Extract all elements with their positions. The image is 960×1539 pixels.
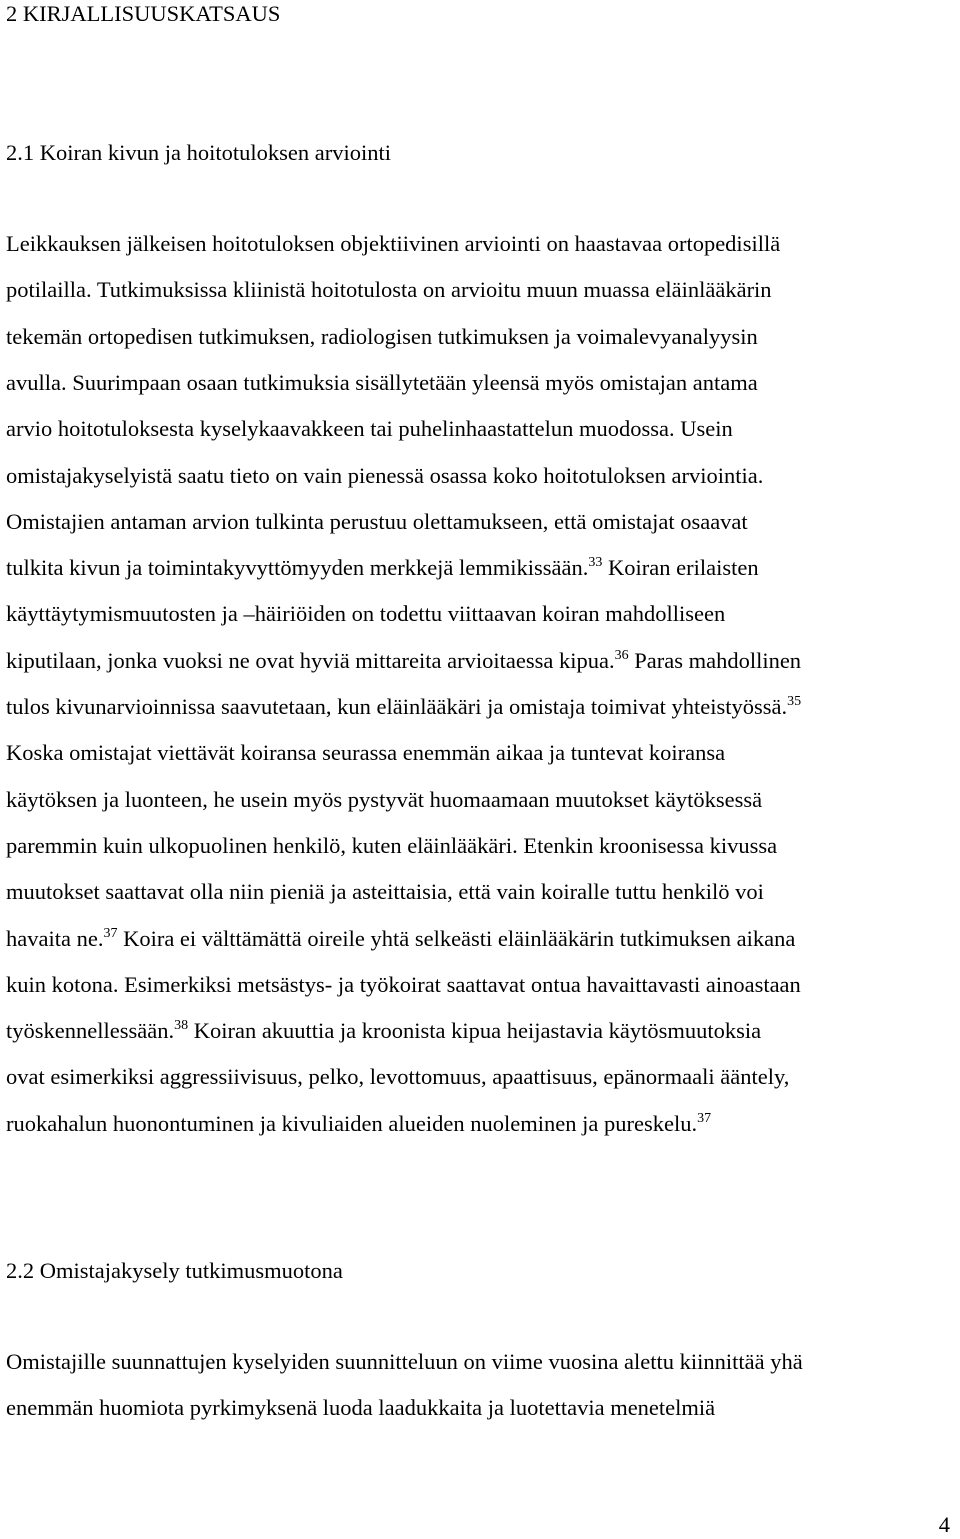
line-text: potilailla. Tutkimuksissa kliinistä hoitotulosta on arvioitu muun muassa eläinlääkärin	[6, 277, 772, 303]
line-text: ovat esimerkiksi aggressiivisuus, pelko, levottomuus, apaattisuus, epänormaali ääntely,	[6, 1064, 790, 1090]
paragraph-line	[6, 647, 801, 675]
paragraph-line	[6, 693, 801, 721]
section-title-2-2: 2.2 Omistajakysely tutkimusmuotona	[6, 1258, 343, 1283]
line-text: käyttäytymismuutosten ja –häiriöiden on todettu viittaavan koiran mahdolliseen	[6, 601, 726, 627]
paragraph-line	[6, 600, 725, 628]
paragraph-line	[6, 276, 772, 304]
paragraph-line	[6, 554, 759, 582]
line-text: Koira ei välttämättä oireile yhtä selkeästi eläinlääkärin tutkimuksen aikana	[117, 925, 796, 951]
paragraph-line	[6, 925, 795, 953]
line-text: havaita ne.	[6, 925, 104, 951]
paragraph-line	[6, 878, 764, 906]
line-text: Koiran akuuttia ja kroonista kipua heijastavia käytösmuutoksia	[188, 1018, 762, 1044]
line-text: käytöksen ja luonteen, he usein myös pystyvät huomaamaan muutokset käytöksessä	[6, 786, 763, 812]
line-text: kuin kotona. Esimerkiksi metsästys- ja työkoirat saattavat ontua havaittavasti ainoastaan	[6, 971, 801, 997]
line-text: muutokset saattavat olla niin pieniä ja asteittaisia, että vain koiralle tuttu henkilö voi	[6, 879, 764, 905]
citation-superscript: 35	[787, 694, 802, 709]
line-text: Koska omistajat viettävät koiransa seurassa enemmän aikaa ja tuntevat koiransa	[6, 740, 726, 766]
line-text: Omistajien antaman arvion tulkinta perustuu olettamukseen, että omistajat osaavat	[6, 508, 748, 534]
line-text: omistajakyselyistä saatu tieto on vain pienessä osassa koko hoitotuloksen arviointia.	[6, 462, 764, 488]
citation-superscript: 37	[103, 925, 118, 941]
paragraph-line	[6, 1063, 789, 1091]
paragraph-line	[6, 1017, 761, 1045]
paragraph-line	[6, 832, 777, 860]
paragraph-line	[6, 415, 733, 443]
citation-superscript: 33	[588, 555, 603, 571]
citation-superscript: 36	[614, 647, 629, 663]
paragraph-line	[6, 369, 758, 397]
line-text: tulkita kivun ja toimintakyvyttömyyden merkkejä lemmikissään.	[6, 555, 589, 581]
line-text: tekemän ortopedisen tutkimuksen, radiologisen tutkimuksen ja voimalevyanalyysin	[6, 323, 758, 349]
section-title-2-1: 2.1 Koiran kivun ja hoitotuloksen arviointi	[6, 140, 391, 165]
page-number: 4	[938, 1512, 950, 1537]
line-text: arvio hoitotuloksesta kyselykaavakkeen tai puhelinhaastattelun muodossa. Usein	[6, 416, 733, 442]
paragraph-line	[6, 1394, 715, 1422]
line-text: enemmän huomiota pyrkimyksenä luoda laadukkaita ja luotettavia menetelmiä	[6, 1395, 716, 1420]
paragraph-line	[6, 323, 758, 351]
paragraph-line	[6, 1348, 803, 1376]
paragraph-line	[6, 786, 762, 814]
line-text: kiputilaan, jonka vuoksi ne ovat hyviä mittareita arvioitaessa kipua.	[6, 647, 615, 673]
paragraph-line	[6, 462, 763, 490]
citation-superscript: 38	[174, 1018, 189, 1034]
paragraph-line	[6, 739, 725, 767]
citation-superscript: 37	[697, 1110, 712, 1126]
line-text: Omistajille suunnattujen kyselyiden suunnitteluun on viime vuosina alettu kiinnittää yhä	[6, 1349, 803, 1374]
paragraph-line	[6, 508, 748, 536]
line-text: tulos kivunarvioinnissa saavutetaan, kun eläinlääkäri ja omistaja toimivat yhteistyössä.	[6, 694, 788, 719]
line-text: paremmin kuin ulkopuolinen henkilö, kuten eläinlääkäri. Etenkin kroonisessa kivussa	[6, 832, 778, 858]
line-text: avulla. Suurimpaan osaan tutkimuksia sisällytetään yleensä myös omistajan antama	[6, 369, 758, 395]
line-text: työskennellessään.	[6, 1018, 175, 1044]
paragraph-line	[6, 971, 801, 999]
line-text: ruokahalun huonontuminen ja kivuliaiden alueiden nuoleminen ja pureskelu.	[6, 1110, 698, 1136]
line-text: Koiran erilaisten	[602, 555, 759, 581]
paragraph-line	[6, 1110, 711, 1138]
line-text: Paras mahdollinen	[628, 647, 802, 673]
chapter-heading: 2 KIRJALLISUUSKATSAUS	[6, 1, 281, 26]
line-text: Leikkauksen jälkeisen hoitotuloksen objektiivinen arviointi on haastavaa ortopedisillä	[6, 231, 781, 256]
paragraph-line	[6, 230, 780, 258]
